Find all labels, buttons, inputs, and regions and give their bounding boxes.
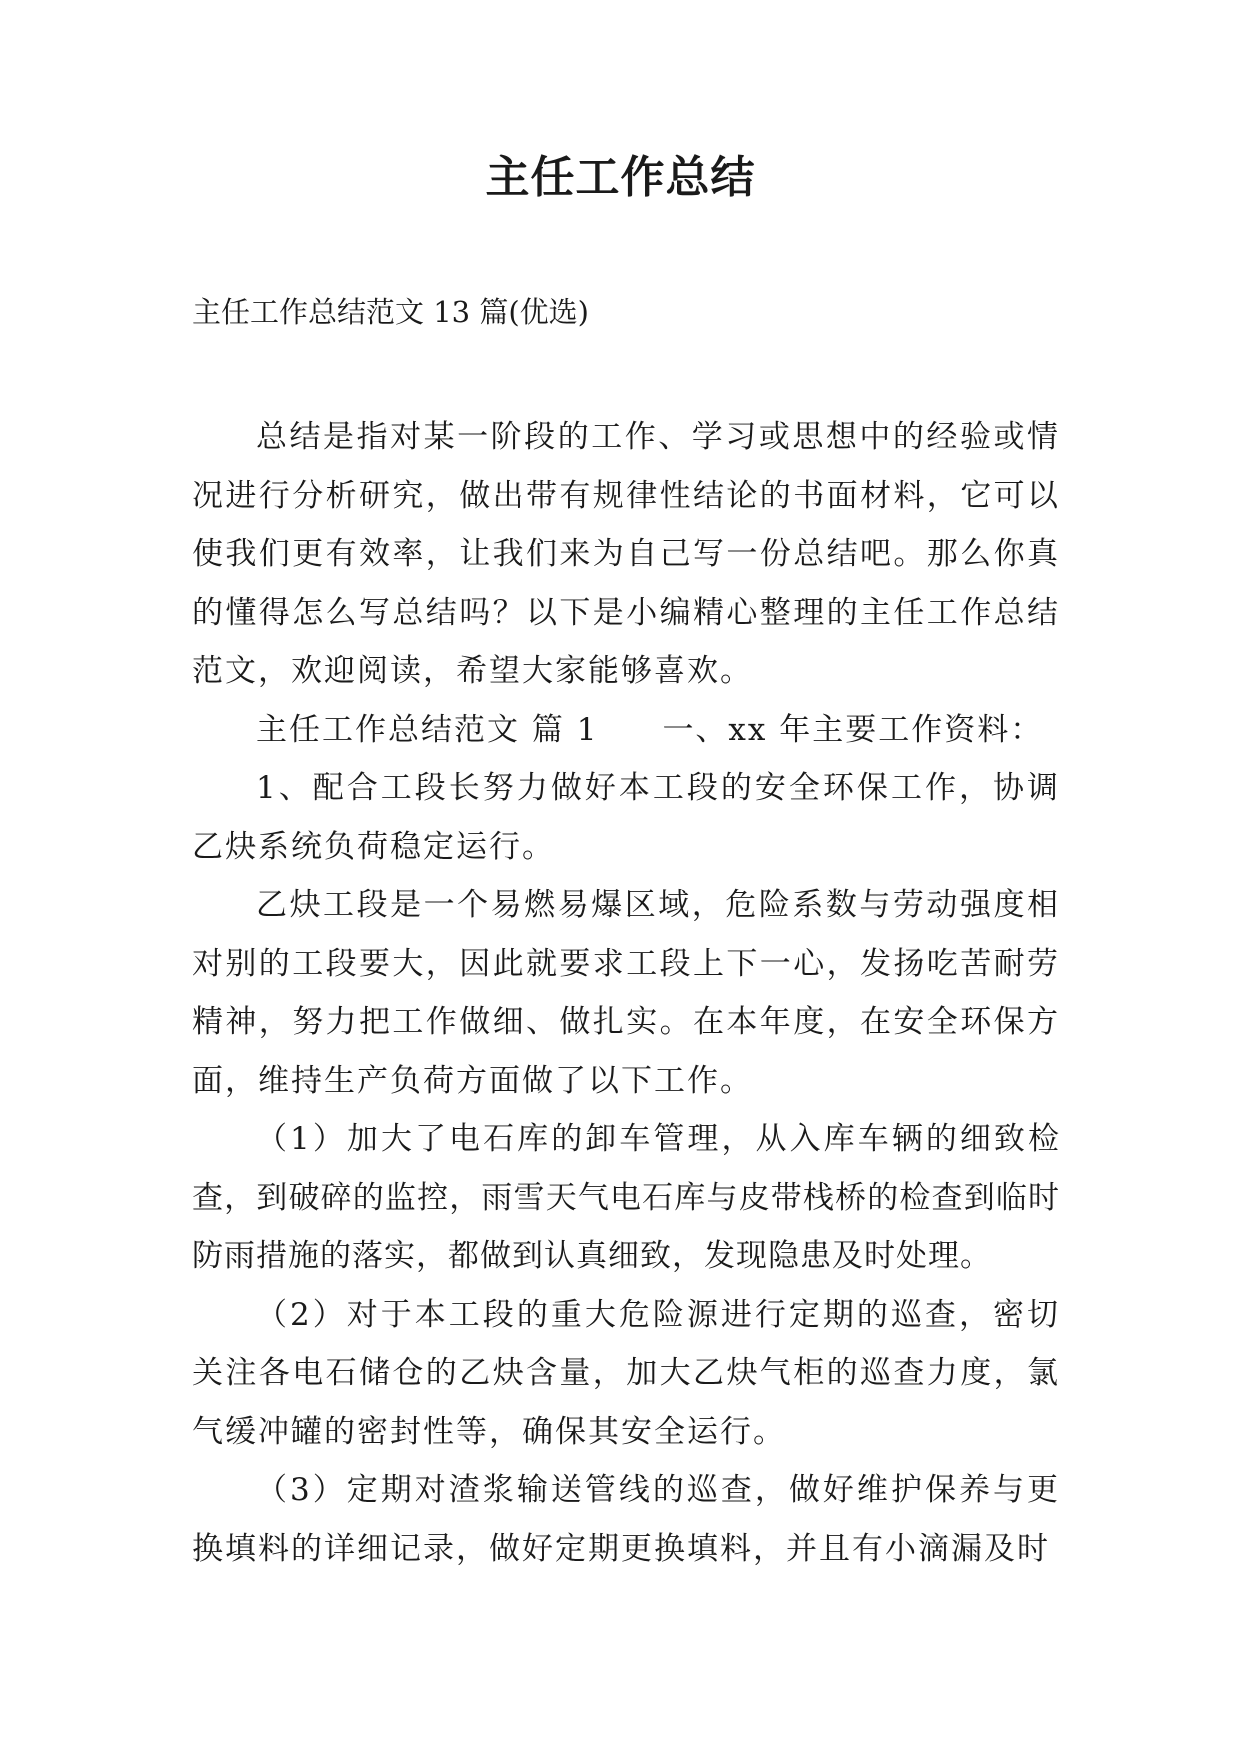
- section-heading-line: [192, 701, 1060, 760]
- body-paragraph: （1）加大了电石库的卸车管理，从入库车辆的细致检查，到破碎的监控，雨雪天气电石库与皮带栈桥的检查到临时防雨措施的落实，都做到认真细致，发现隐患及时处理。: [192, 1121, 1060, 1274]
- intro-paragraph: 总结是指对某一阶段的工作、学习或思想中的经验或情况进行分析研究，做出带有规律性结论的书面材料，它可以使我们更有效率，让我们来为自己写一份总结吧。那么你真的懂得怎么写总结吗？以下是小编精心整理的主任工作总结范文，欢迎阅读，希望大家能够喜欢。: [192, 419, 1060, 689]
- document-title: 主任工作总结: [485, 152, 756, 203]
- section-heading: 主任工作总结范文 篇 1: [256, 711, 599, 748]
- document-subtitle: 主任工作总结范文 13 篇(优选): [192, 295, 589, 329]
- body-paragraph: 乙炔工段是一个易燃易爆区域，危险系数与劳动强度相对别的工段要大，因此就要求工段上下一心，发扬吃苦耐劳精神，努力把工作做细、做扎实。在本年度，在安全环保方面，维持生产负荷方面做了以下工作。: [192, 887, 1060, 1099]
- body-paragraph: 1、配合工段长努力做好本工段的安全环保工作，协调乙炔系统负荷稳定运行。: [192, 770, 1060, 865]
- body-paragraph: （3）定期对渣浆输送管线的巡查，做好维护保养与更换填料的详细记录，做好定期更换填料，并且有小滴漏及时: [192, 1472, 1060, 1567]
- section-subheading: 一、xx 年主要工作资料：: [662, 711, 1044, 748]
- document-body: [192, 408, 1060, 1578]
- body-paragraph: （2）对于本工段的重大危险源进行定期的巡查，密切关注各电石储仓的乙炔含量，加大乙炔气柜的巡查力度，氯气缓冲罐的密封性等，确保其安全运行。: [192, 1296, 1060, 1450]
